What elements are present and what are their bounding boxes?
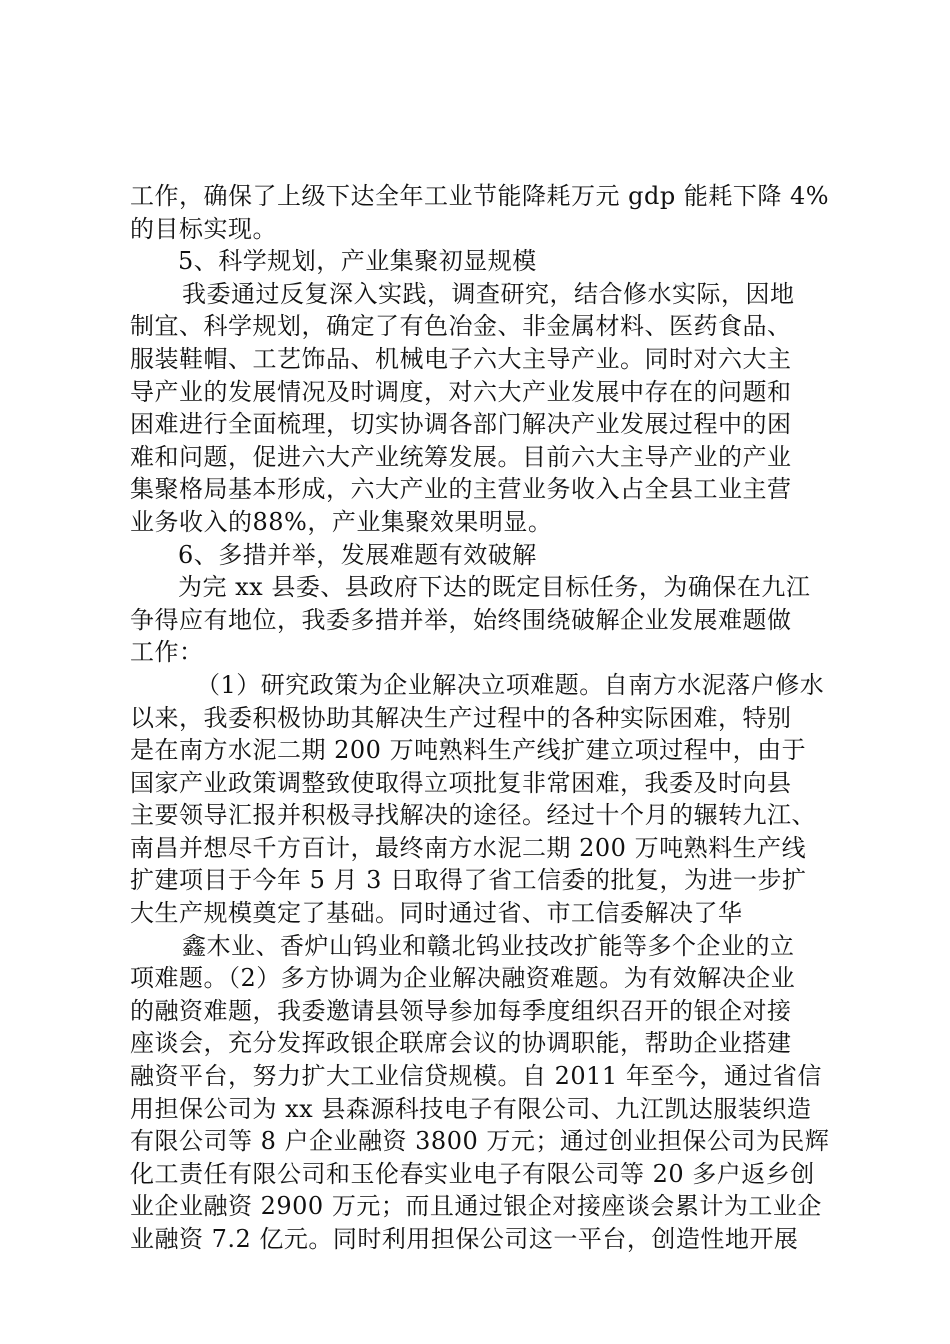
paragraph-line: 我委通过反复深入实践，调查研究，结合修水实际，因地 [182,279,795,308]
paragraph-line: 大生产规模奠定了基础。同时通过省、市工信委解决了华 [130,899,743,928]
paragraph-line: 以来，我委积极协助其解决生产过程中的各种实际困难，特别 [130,703,792,732]
paragraph-line: 是在南方水泥二期 200 万吨熟料生产线扩建立项过程中，由于 [130,736,807,765]
paragraph-line: 国家产业政策调整致使取得立项批复非常困难，我委及时向县 [130,768,792,797]
paragraph-line: 主要领导汇报并积极寻找解决的途径。经过十个月的辗转九江、 [130,801,816,830]
paragraph-line: 扩建项目于今年 5 月 3 日取得了省工信委的批复，为进一步扩 [130,866,807,895]
paragraph-line: 项难题。（2）多方协调为企业解决融资难题。为有效解决企业 [130,964,796,993]
paragraph-line: 导产业的发展情况及时调度，对六大产业发展中存在的问题和 [130,377,792,406]
paragraph-line: 南昌并想尽千方百计，最终南方水泥二期 200 万吨熟料生产线 [130,833,807,862]
paragraph-line: 工作： [130,638,204,667]
body-text [130,180,830,1256]
paragraph-line: 工作，确保了上级下达全年工业节能降耗万元 gdp 能耗下降 4% [130,182,830,210]
paragraph-line: 的融资难题，我委邀请县领导参加每季度组织召开的银企对接 [130,996,792,1025]
paragraph-line: 难和问题，促进六大产业统筹发展。目前六大主导产业的产业 [130,442,792,471]
paragraph-line: 服装鞋帽、工艺饰品、机械电子六大主导产业。同时对六大主 [130,344,792,373]
paragraph-line: 用担保公司为 xx 县森源科技电子有限公司、九江凯达服装织造 [130,1094,812,1123]
paragraph-line: 有限公司等 8 户企业融资 3800 万元；通过创业担保公司为民辉 [130,1127,830,1156]
paragraph-line: 融资平台，努力扩大工业信贷规模。自 2011 年至今，通过省信 [130,1062,822,1091]
paragraph-line: 业企业融资 2900 万元；而且通过银企对接座谈会累计为工业企 [130,1192,822,1221]
section-heading: 6、多措并举，发展难题有效破解 [178,540,537,569]
paragraph-line: 集聚格局基本形成，六大产业的主营业务收入占全县工业主营 [130,475,792,504]
section-heading: 5、科学规划，产业集聚初显规模 [178,247,537,276]
paragraph-line: 鑫木业、香炉山钨业和赣北钨业技改扩能等多个企业的立 [182,931,795,960]
paragraph-line: 争得应有地位，我委多措并举，始终围绕破解企业发展难题做 [130,605,792,634]
paragraph-line: 业务收入的88%，产业集聚效果明显。 [130,507,553,536]
paragraph-line: 化工责任有限公司和玉伦春实业电子有限公司等 20 多户返乡创 [130,1159,815,1188]
paragraph-line: 业融资 7.2 亿元。同时利用担保公司这一平台，创造性地开展 [130,1225,799,1253]
paragraph-line: 困难进行全面梳理，切实协调各部门解决产业发展过程中的困 [130,410,792,439]
paragraph-line: （1）研究政策为企业解决立项难题。自南方水泥落户修水 [196,670,825,699]
paragraph-line: 为完 xx 县委、县政府下达的既定目标任务，为确保在九江 [178,573,811,602]
paragraph-line: 的目标实现。 [130,214,277,243]
paragraph-line: 座谈会，充分发挥政银企联席会议的协调职能，帮助企业搭建 [130,1029,792,1058]
paragraph-line: 制宜、科学规划，确定了有色冶金、非金属材料、医药食品、 [130,312,792,341]
